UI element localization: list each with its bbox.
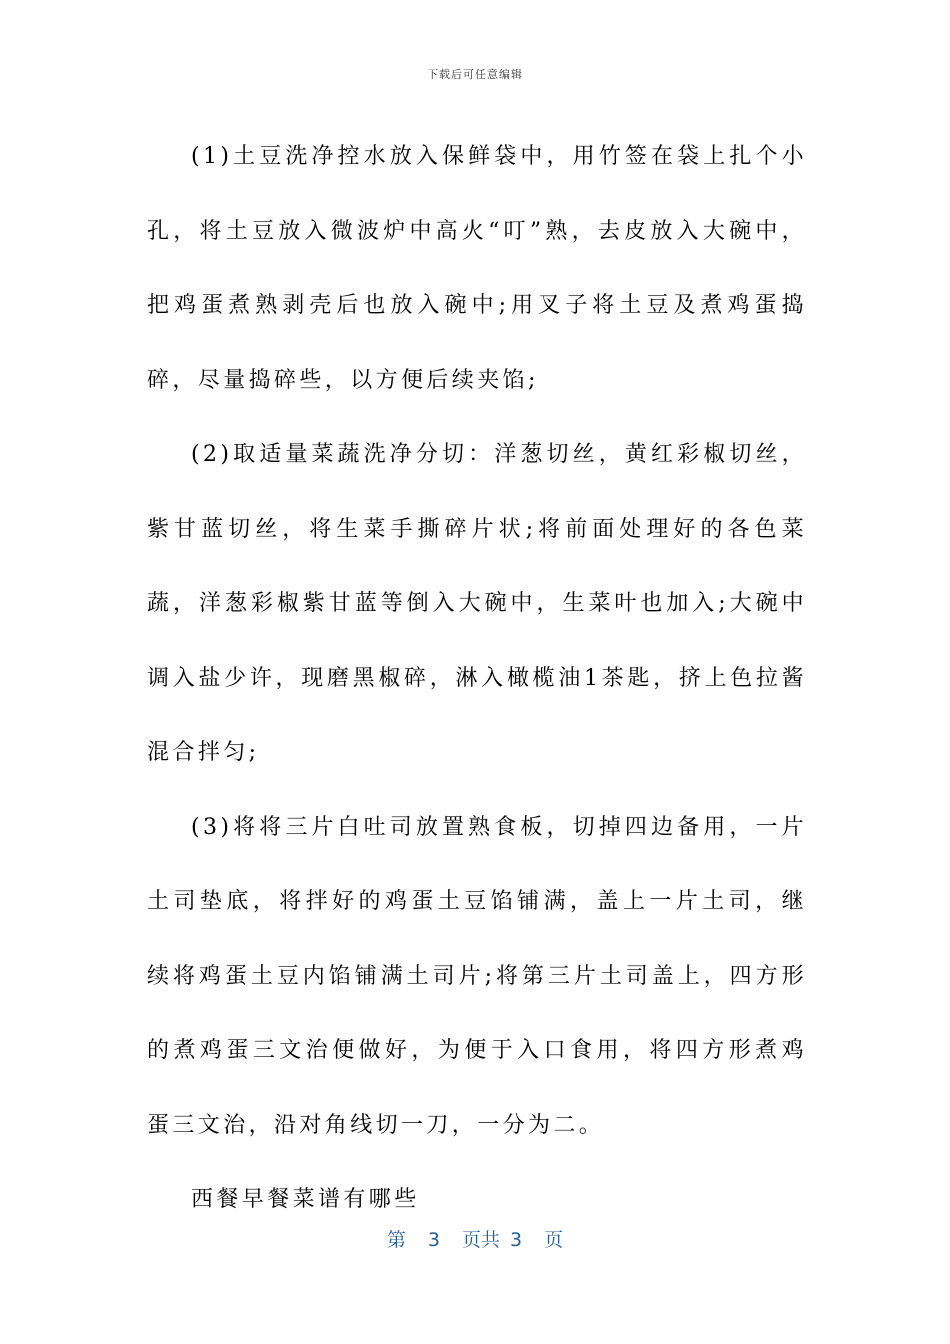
paragraph-step-2: (2)取适量菜蔬洗净分切：洋葱切丝，黄红彩椒切丝，紫甘蓝切丝，将生菜手撕碎片状;将前面处理好的各色菜蔬，洋葱彩椒紫甘蓝等倒入大碗中，生菜叶也加入;大碗中调入盐少许，现磨黑椒碎，淋入橄榄油1茶匙，挤上色拉酱混合拌匀; [147,442,807,765]
header-note: 下载后可任意编辑 [427,68,523,81]
footer-page-mid: 页共 [461,1229,500,1251]
footer-page-suffix: 页 [544,1229,564,1251]
page-footer [0,1225,950,1252]
footer-page-prefix: 第 [386,1229,406,1251]
document-body [147,120,807,1238]
paragraph-step-3: (3)将将三片白吐司放置熟食板，切掉四边备用，一片土司垫底，将拌好的鸡蛋土豆馅铺满，盖上一片土司，继续将鸡蛋土豆内馅铺满土司片;将第三片土司盖上，四方形的煮鸡蛋三文治便做好，为便于入口食用，将四方形煮鸡蛋三文治，沿对角线切一刀，一分为二。 [147,814,807,1138]
footer-current-page: 3 [427,1229,440,1251]
section-heading: 西餐早餐菜谱有哪些 [191,1187,420,1212]
paragraph-step-1: (1)土豆洗净控水放入保鲜袋中，用竹签在袋上扎个小孔，将土豆放入微波炉中高火“叮”熟，去皮放入大碗中，把鸡蛋煮熟剥壳后也放入碗中;用叉子将土豆及煮鸡蛋捣碎，尽量捣碎些，以方便后续夹馅; [147,144,807,393]
footer-total-pages: 3 [510,1229,523,1251]
